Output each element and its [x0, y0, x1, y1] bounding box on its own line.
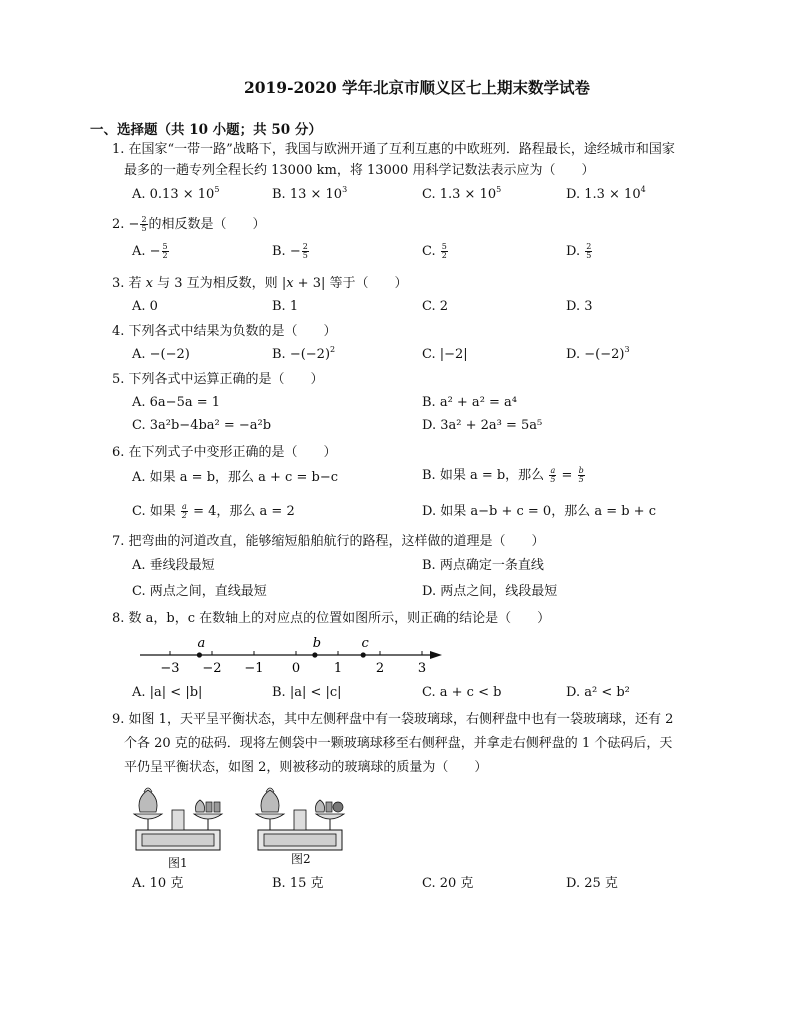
number-line-point-label: b — [312, 636, 322, 651]
q7-option-a: A. 垂线段最短 — [132, 558, 215, 573]
q2-option-b: B. − $\frac{2}{5}$ — [272, 242, 308, 260]
q7-option-d: D. 两点之间，线段最短 — [422, 584, 558, 599]
bag-of-balls-icon — [139, 790, 157, 812]
q6-option-c: C. 如果 $\frac{a}{2}$ = 4，那么 a = 2 — [132, 502, 295, 520]
q3-option-b: B. 1 — [272, 299, 299, 314]
q6-option-b: B. 如果 a = b，那么 $\frac{a}{5}$ = $\frac{b}{5}$ — [422, 466, 584, 484]
q8-stem: 8. 数 a，b，c 在数轴上的对应点的位置如图所示，则正确的结论是（ ） — [112, 611, 551, 626]
number-line-point-b — [312, 652, 317, 657]
number-line-tick-label: 0 — [291, 661, 301, 676]
q4-option-a: A. −(−2) — [132, 347, 190, 362]
q9-option-c: C. 20 克 — [422, 876, 474, 891]
q1-option-d: D. $1.3 \times 10^4$ — [566, 185, 646, 202]
bag-of-balls-icon — [261, 790, 279, 812]
number-line-arrow — [430, 651, 442, 659]
q4-option-d: D. $-(-2)^3$ — [566, 345, 630, 362]
section-heading: 一、选择题（共 10 小题；共 50 分） — [90, 122, 322, 138]
q5-option-b: B. a² + a² = a⁴ — [422, 395, 518, 410]
q9-stem-line3: 平仍呈平衡状态，如图 2，则被移动的玻璃球的质量为（ ） — [124, 760, 488, 775]
q4-option-b: B. $-(-2)^2$ — [272, 345, 336, 362]
figure-1-caption: 图1 — [168, 856, 188, 870]
q1-stem-line1: 1. 在国家“一带一路”战略下，我国与欧洲开通了互利互惠的中欧班列．路程最长，途经城市和国家 — [112, 142, 675, 157]
number-line-point-label: a — [197, 636, 206, 651]
q2-option-a: A. − $\frac{5}{2}$ — [132, 242, 168, 260]
q2-stem: 2. − $\frac{2}{5}$ 的相反数是（ ） — [112, 215, 266, 233]
q8-option-b: B. |a| < |c| — [272, 685, 342, 700]
number-line-tick-label: 2 — [375, 661, 385, 676]
number-line-tick-label: −3 — [160, 661, 180, 676]
q7-option-c: C. 两点之间，直线最短 — [132, 584, 267, 599]
q7-option-b: B. 两点确定一条直线 — [422, 558, 544, 573]
q9-option-a: A. 10 克 — [132, 876, 184, 891]
q7-stem: 7. 把弯曲的河道改直，能够缩短船舶航行的路程，这样做的道理是（ ） — [112, 534, 545, 549]
bag-of-balls-icon — [196, 800, 205, 812]
q9-option-b: B. 15 克 — [272, 876, 324, 891]
q1-stem-line2: 最多的一趟专列全程长约 13000 km，将 13000 用科学记数法表示应为（ ） — [124, 163, 595, 178]
q9-option-d: D. 25 克 — [566, 876, 618, 891]
q3-option-d: D. 3 — [566, 299, 593, 314]
balance-scale-figure-2 — [250, 780, 350, 854]
page-title: 2019-2020 学年北京市顺义区七上期末数学试卷 — [243, 78, 591, 97]
q1-option-c: C. $1.3 \times 10^5$ — [422, 185, 502, 202]
q5-stem: 5. 下列各式中运算正确的是（ ） — [112, 372, 324, 387]
q6-option-d: D. 如果 a−b + c = 0，那么 a = b + c — [422, 504, 656, 519]
q6-stem: 6. 在下列式子中变形正确的是（ ） — [112, 445, 337, 460]
q2-option-d: D. $\frac{2}{5}$ — [566, 242, 592, 260]
weight-icon — [214, 802, 220, 812]
q8-option-c: C. a + c < b — [422, 685, 502, 700]
q4-option-c: C. |−2| — [422, 347, 468, 362]
q8-option-a: A. |a| < |b| — [132, 685, 203, 700]
number-line-point-c — [361, 652, 366, 657]
q5-option-c: C. 3a²b−4ba² = −a²b — [132, 418, 272, 433]
q1-option-a: A. $0.13 \times 10^5$ — [132, 185, 220, 202]
q5-option-a: A. 6a−5a = 1 — [132, 395, 221, 410]
q3-stem: 3. 若 x 与 3 互为相反数，则 |x + 3| 等于（ ） — [112, 276, 408, 291]
glass-ball-icon — [333, 802, 343, 812]
balance-scale-figure-1 — [128, 780, 228, 854]
q8-option-d: D. a² < b² — [566, 685, 630, 700]
weight-icon — [206, 802, 212, 812]
number-line-tick-label: −2 — [202, 661, 222, 676]
figure-2-caption: 图2 — [291, 852, 311, 866]
number-line-figure — [136, 632, 446, 680]
number-line-tick-label: 3 — [417, 661, 427, 676]
q3-option-a: A. 0 — [132, 299, 158, 314]
q9-stem-line1: 9. 如图 1，天平呈平衡状态，其中左侧秤盘中有一袋玻璃球，右侧秤盘中也有一袋玻璃球，还有 2 — [112, 712, 674, 727]
weight-icon — [326, 802, 332, 812]
number-line-tick-label: −1 — [244, 661, 264, 676]
q2-option-c: C. $\frac{5}{2}$ — [422, 242, 447, 260]
q5-option-d: D. 3a² + 2a³ = 5a⁵ — [422, 418, 543, 433]
number-line-point-label: c — [361, 636, 369, 651]
number-line-tick-label: 1 — [333, 661, 343, 676]
q4-stem: 4. 下列各式中结果为负数的是（ ） — [112, 324, 337, 339]
bag-of-balls-icon — [316, 800, 325, 812]
q1-option-b: B. $13 \times 10^3$ — [272, 185, 348, 202]
q3-option-c: C. 2 — [422, 299, 449, 314]
number-line-point-a — [197, 652, 202, 657]
q9-stem-line2: 个各 20 克的砝码．现将左侧袋中一颗玻璃球移至右侧秤盘，并拿走右侧秤盘的 1 个砝码后，天 — [124, 736, 673, 751]
q6-option-a: A. 如果 a = b，那么 a + c = b−c — [132, 470, 338, 485]
